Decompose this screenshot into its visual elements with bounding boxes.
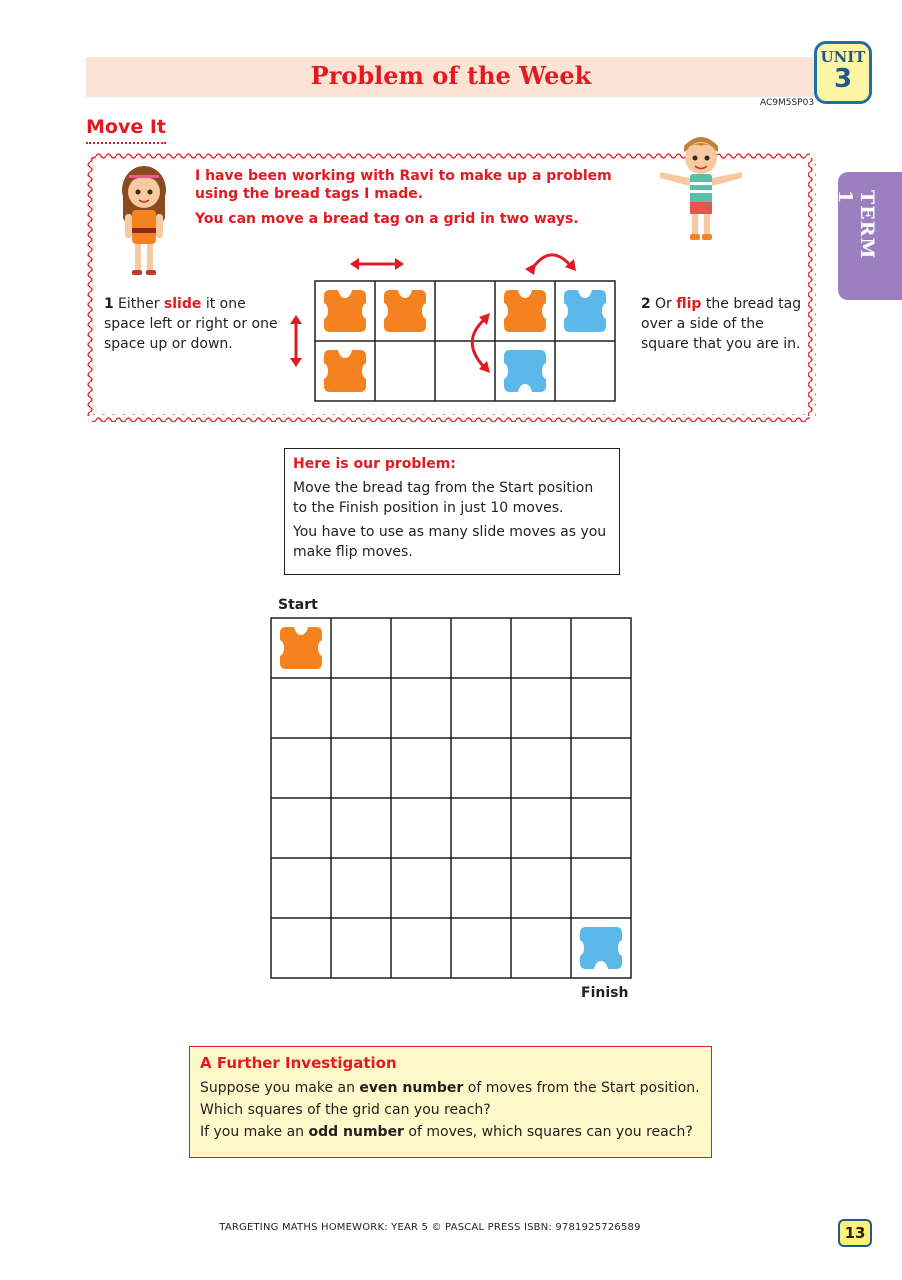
step-2-post: the bread tag over a side of the square that you are in. (641, 296, 802, 352)
footer-text: TARGETING MATHS HOMEWORK: YEAR 5 © PASCAL PRESS ISBN: 9781925726589 (219, 1222, 641, 1233)
step-2-number: 2 (641, 296, 651, 312)
flip-keyword: flip (676, 296, 702, 312)
speech-line-1: I have been working with Ravi to make up a problem (195, 168, 612, 184)
inv-l1-post: of moves from the Start position. (463, 1080, 700, 1096)
unit-label: UNIT (820, 48, 866, 66)
bread-tag-orange-3 (324, 350, 366, 392)
flip-arrow-side (472, 313, 490, 373)
unit-badge (814, 41, 872, 104)
puzzle-grid-lines (271, 618, 631, 978)
investigation-title: A Further Investigation (200, 1054, 397, 1072)
inv-l3-post: of moves, which squares can you reach? (403, 1124, 693, 1140)
bread-tag-blue-2 (504, 350, 546, 392)
speech-line-3: You can move a bread tag on a grid in two ways. (195, 211, 579, 227)
problem-box (284, 448, 620, 575)
flip-arrow-top (525, 255, 576, 275)
step-1-pre: Either (118, 296, 164, 312)
step-1-number: 1 (104, 296, 114, 312)
bread-tag-blue-1 (564, 290, 606, 332)
example-grid (280, 245, 630, 405)
investigation-line-3 (200, 1121, 701, 1143)
start-label: Start (278, 597, 318, 613)
start-bread-tag (280, 627, 322, 669)
page-title: Problem of the Week (310, 61, 592, 90)
investigation-line-2: Which squares of the grid can you reach? (200, 1102, 491, 1118)
curriculum-code: AC9M5SP03 (760, 98, 815, 108)
finish-bread-tag (580, 927, 622, 969)
page-number: 13 (838, 1219, 872, 1247)
speech-line-2: using the bread tags I made. (195, 186, 424, 202)
inv-l1-pre: Suppose you make an (200, 1080, 360, 1096)
odd-number-text: odd number (308, 1124, 404, 1140)
title-banner (86, 57, 816, 97)
step-2-pre: Or (655, 296, 677, 312)
bread-tag-orange-2 (384, 290, 426, 332)
problem-title: Here is our problem: (293, 456, 456, 472)
bread-tag-orange-1 (324, 290, 366, 332)
puzzle-grid (270, 617, 634, 981)
step-1-post: it one space left or right or one space up or down. (104, 296, 278, 352)
step-slide (104, 294, 284, 354)
boy-illustration (656, 128, 746, 246)
finish-label: Finish (581, 985, 629, 1001)
bread-tag-orange-4 (504, 290, 546, 332)
inv-l3-pre: If you make an (200, 1124, 309, 1140)
step-flip (641, 294, 811, 354)
investigation-line-1 (200, 1077, 701, 1099)
slide-keyword: slide (163, 296, 202, 312)
term-tab (834, 172, 902, 300)
unit-number: 3 (833, 64, 853, 94)
problem-line-1: Move the bread tag from the Start position to the Finish position in just 10 moves. (293, 480, 594, 516)
section-title: Move It (86, 116, 166, 144)
slide-arrow-horizontal (350, 258, 404, 270)
even-number-text: even number (359, 1080, 464, 1096)
girl-illustration (114, 162, 174, 280)
investigation-box (189, 1046, 712, 1158)
slide-arrow-vertical (290, 315, 302, 367)
term-label: TERM 1 (834, 190, 878, 260)
problem-line-2: You have to use as many slide moves as you make flip moves. (293, 524, 607, 560)
